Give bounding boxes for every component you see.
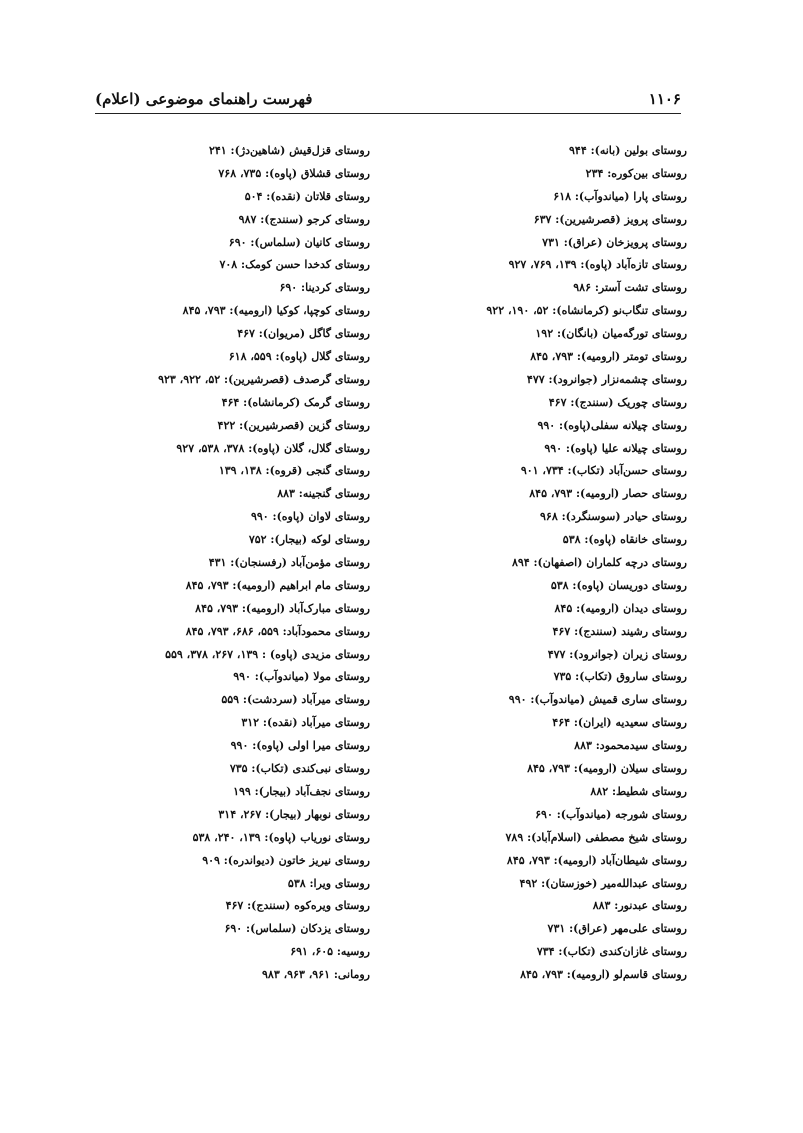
index-entry: روستای حصار (ارومیه): ۷۹۳، ۸۴۵ — [529, 487, 687, 501]
index-entry: روستای نیریز خاتون (دیواندره): ۹۰۹ — [202, 853, 370, 867]
index-column-right — [377, 140, 687, 987]
page-number: ۱۱۰۶ — [648, 90, 681, 108]
page-header — [95, 90, 681, 112]
index-entry: روسیه: ۶۰۵، ۶۹۱ — [290, 945, 370, 959]
index-entry: روستای مولا (میاندوآب): ۹۹۰ — [233, 670, 370, 684]
index-entry: روستای نوریاب (پاوه): ۱۳۹، ۲۴۰، ۵۳۸ — [192, 830, 370, 844]
index-entry: روستای میرآباد (سردشت): ۵۵۹ — [221, 693, 370, 707]
index-entry: روستای قشلاق (پاوه): ۷۳۵، ۷۶۸ — [218, 166, 370, 180]
index-entry: روستای چشمه‌نزار (جوانرود): ۴۷۷ — [526, 372, 687, 386]
index-entry: روستای زیران (جوانرود): ۴۷۷ — [547, 647, 687, 661]
index-entry: روستای ساروق (تکاب): ۷۳۵ — [553, 670, 687, 684]
index-entry: روستای میرآباد (نقده): ۳۱۲ — [241, 716, 370, 730]
index-entry: روستای کدخدا حسن کومک: ۷۰۸ — [219, 258, 370, 272]
index-entry: روستای سیلان (ارومیه): ۷۹۳، ۸۴۵ — [527, 762, 687, 776]
index-entry: روستای نجف‌آباد (بیجار): ۱۹۹ — [233, 784, 370, 798]
index-entry: روستای شیخ مصطفی (اسلام‌آباد): ۷۸۹ — [505, 830, 687, 844]
index-entry: روستای شیطان‌آباد (ارومیه): ۷۹۳، ۸۴۵ — [506, 853, 687, 867]
index-column-left — [70, 140, 370, 987]
index-entry: روستای کردینا: ۶۹۰ — [279, 281, 370, 295]
index-entry: روستای لوکه (بیجار): ۷۵۲ — [248, 533, 370, 547]
index-entry: روستای قاسم‌لو (ارومیه): ۷۹۳، ۸۴۵ — [520, 968, 687, 982]
index-entry: روستای تشت آستر: ۹۸۶ — [573, 281, 687, 295]
index-entry: روستای گاگل (مریوان): ۴۶۷ — [237, 327, 370, 341]
index-entry: روستای مام ابراهیم (ارومیه): ۷۹۳، ۸۴۵ — [185, 578, 370, 592]
index-entry: روستای چوریک (سنندج): ۴۶۷ — [548, 395, 687, 409]
index-entry: روستای چیلانه علیا (پاوه): ۹۹۰ — [544, 441, 687, 455]
index-entry: روستای کوچپا، کوکیا (ارومیه): ۷۹۳، ۸۴۵ — [182, 304, 370, 318]
index-entry: روستای تازه‌آباد (پاوه): ۱۳۹، ۷۶۹، ۹۲۷ — [508, 258, 687, 272]
index-entry: روستای نبی‌کندی (تکاب): ۷۳۵ — [229, 762, 370, 776]
index-entry: روستای گلال، گلان (پاوه): ۳۷۸، ۵۳۸، ۹۲۷ — [176, 441, 370, 455]
index-entry: روستای گرصدف (قصرشیرین): ۵۲، ۹۲۲، ۹۲۳ — [158, 372, 370, 386]
index-entry: رومانی: ۹۶۱، ۹۶۳، ۹۸۳ — [262, 968, 370, 982]
running-title: فهرست راهنمای موضوعی (اعلام) — [95, 90, 313, 108]
index-entry: روستای پارا (میاندوآب): ۶۱۸ — [553, 189, 687, 203]
index-entry: روستای تومتر (ارومیه): ۷۹۳، ۸۴۵ — [530, 350, 687, 364]
index-entry: روستای شورجه (میاندوآب): ۶۹۰ — [535, 807, 687, 821]
index-entry: روستای لاوان (پاوه): ۹۹۰ — [250, 510, 370, 524]
index-entry: روستای بین‌کوره: ۲۳۴ — [585, 166, 687, 180]
index-entry: روستای دوریسان (پاوه): ۵۳۸ — [550, 578, 687, 592]
index-entry: روستای گنجینه: ۸۸۳ — [277, 487, 370, 501]
index-entry: روستای قلاتان (نقده): ۵۰۴ — [244, 189, 370, 203]
index-entry: روستای سیدمحمود: ۸۸۳ — [574, 739, 687, 753]
index-entry: روستای علی‌مهر (عراق): ۷۳۱ — [547, 922, 687, 936]
index-entry: روستای دیدان (ارومیه): ۸۴۵ — [554, 601, 687, 615]
index-entry: روستای غازان‌کندی (تکاب): ۷۳۴ — [536, 945, 687, 959]
index-entry: روستای عبدنور: ۸۸۳ — [592, 899, 687, 913]
index-entry: روستای پرویز (قصرشیرین): ۶۳۷ — [533, 212, 687, 226]
index-entry: روستای گلال (پاوه): ۵۵۹، ۶۱۸ — [228, 350, 370, 364]
index-entry: روستای گزین (قصرشیرین): ۴۲۲ — [217, 418, 370, 432]
index-entry: روستای نوبهار (بیجار): ۲۶۷، ۳۱۴ — [218, 807, 370, 821]
index-entry: روستای ساری قمیش (میاندوآب): ۹۹۰ — [508, 693, 687, 707]
index-entry: روستای خانقاه (پاوه): ۵۳۸ — [562, 533, 687, 547]
header-rule — [95, 113, 681, 114]
index-entry: روستای ویره‌کوه (سنندج): ۴۶۷ — [225, 899, 370, 913]
index-entry: روستای محمودآباد: ۵۵۹، ۶۸۶، ۷۹۳، ۸۴۵ — [185, 624, 370, 638]
index-entry: روستای تورگه‌میان (بانگان): ۱۹۲ — [535, 327, 687, 341]
index-entry: روستای کرجو (سنندج): ۹۸۷ — [238, 212, 370, 226]
index-entry: روستای پرویزخان (عراق): ۷۳۱ — [542, 235, 687, 249]
index-entry: روستای کانیان (سلماس): ۶۹۰ — [228, 235, 370, 249]
index-entry: روستای بولین (بانه): ۹۴۴ — [569, 144, 687, 157]
index-entry: روستای مبارک‌آباد (ارومیه): ۷۹۳، ۸۴۵ — [195, 601, 370, 615]
index-entry: روستای قزل‌قیش (شاهین‌دژ): ۲۴۱ — [208, 144, 370, 157]
index-entry: روستای میرا اولی (پاوه): ۹۹۰ — [230, 739, 370, 753]
index-entry: روستای ویرا: ۵۳۸ — [287, 876, 370, 890]
index-entry: روستای چیلانه سفلی(پاوه): ۹۹۰ — [537, 418, 687, 432]
index-entry: روستای درچه کلماران (اصفهان): ۸۹۴ — [511, 556, 687, 570]
index-entry: روستای مزیدی (پاوه) : ۱۳۹، ۲۶۷، ۳۷۸، ۵۵۹ — [165, 647, 370, 661]
index-entry: روستای رشیند (سنندج): ۴۶۷ — [552, 624, 687, 638]
index-entry: روستای شطیط: ۸۸۲ — [590, 784, 687, 798]
index-entry: روستای یزدکان (سلماس): ۶۹۰ — [224, 922, 370, 936]
index-entry: روستای گرمک (کرمانشاه): ۴۶۴ — [221, 395, 370, 409]
index-entry: روستای حسن‌آباد (تکاب): ۷۳۴، ۹۰۱ — [520, 464, 687, 478]
index-entry: روستای عبدالله‌میر (خوزستان): ۴۹۲ — [519, 876, 687, 890]
index-entry: روستای تنگاب‌نو (کرمانشاه): ۵۲، ۱۹۰، ۹۲۲ — [486, 304, 687, 318]
index-entry: روستای گنجی (قروه): ۱۳۸، ۱۳۹ — [218, 464, 370, 478]
index-entry: روستای سعیدیه (ایران): ۴۶۴ — [552, 716, 687, 730]
index-entry: روستای مؤمن‌آباد (رفسنجان): ۴۳۱ — [208, 556, 370, 570]
index-entry: روستای حیادر (سوسنگرد): ۹۶۸ — [540, 510, 687, 524]
